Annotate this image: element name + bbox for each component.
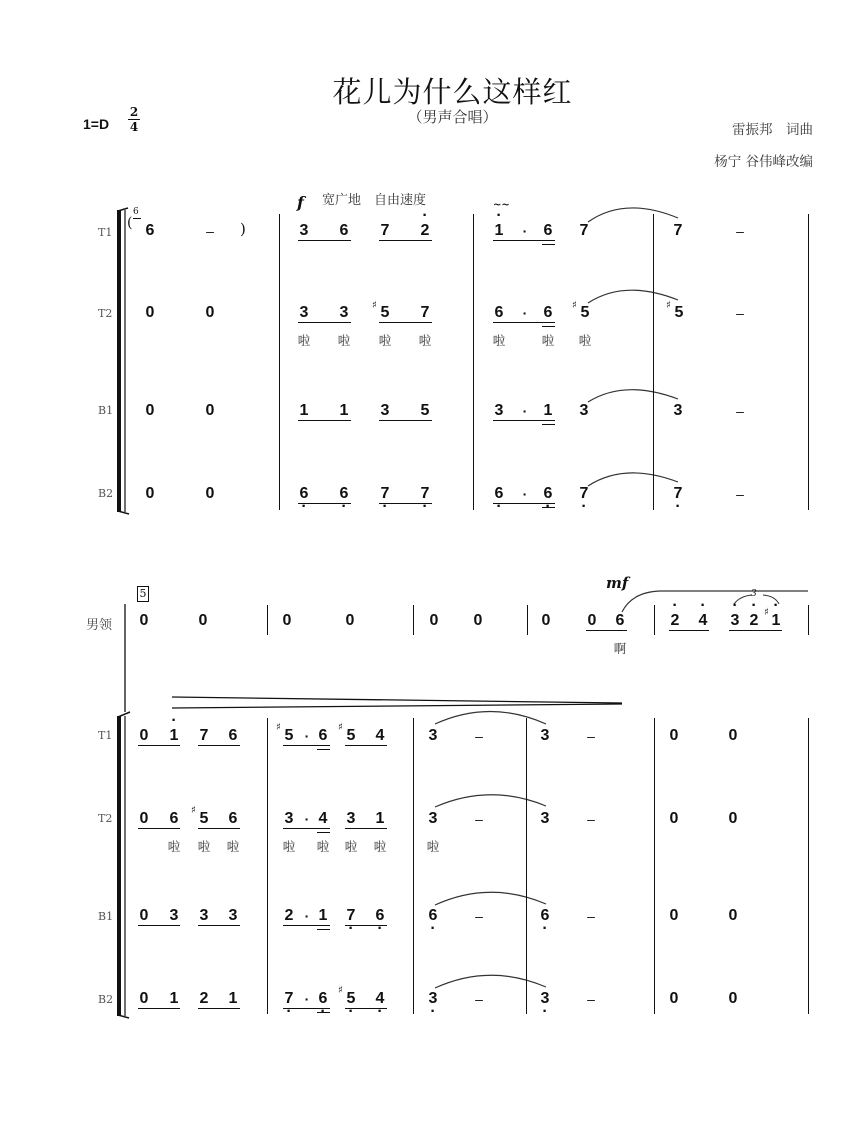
sharp-sign: ♯ [338,985,343,996]
note: 6 [169,810,179,827]
lyric: 啦 [541,333,555,348]
beam [298,322,351,323]
rest: 0 [669,810,679,827]
rest: 0 [198,612,208,629]
note: 3 [428,810,438,827]
tempo-expression: 宽广地 自由速度 [322,193,427,208]
note-high: · 2 [668,612,682,630]
decrescendo-hairpin [172,697,622,708]
beam [493,240,555,241]
note: 3 [540,810,550,827]
dash: – [206,223,214,239]
note: 3 [199,907,209,924]
beam [379,240,432,241]
system1-ties [588,208,678,486]
note-low: 7 · [282,990,296,1008]
note-low: 6 · [541,485,555,503]
note-low: 4 · [373,990,387,1008]
note: 5 [284,727,294,744]
dash: – [587,811,595,827]
dash: – [475,991,483,1007]
note: 5 [346,727,356,744]
beam [669,630,709,631]
beam [345,745,387,746]
note: 6 [543,304,553,321]
lyric: 啦 [337,333,351,348]
close-paren: ) [240,220,246,238]
part-label-b2: B2 [98,487,114,500]
lead-part-label: 男领 [86,618,113,633]
sharp-sign: ♯ [666,300,671,311]
note: 7 [579,222,589,239]
rest: 0 [728,810,738,827]
note: 7 [380,222,390,239]
rest: 0 [205,402,215,419]
rest: 0 [669,727,679,744]
lyric: 啦 [297,333,311,348]
part-label-b2: B2 [98,993,114,1006]
rest: 0 [139,907,149,924]
note: 6 [543,222,553,239]
note-high: · 1 [769,612,783,630]
note-low: 7 · [418,485,432,503]
lyric: 啦 [167,839,181,854]
dynamic-forte: f [297,193,304,212]
beam-2 [542,424,555,425]
barline [653,214,654,510]
beam [345,1008,387,1009]
beam [493,503,555,504]
rest: 0 [587,612,597,629]
beam-2 [542,326,555,327]
note: 3 [494,402,504,419]
barline [413,718,414,1014]
note-low: 6 · [316,990,330,1008]
note: 2 [284,907,294,924]
augmentation-dot: · [522,223,528,239]
note-low: 6 · [297,485,311,503]
beam [298,240,351,241]
rest: 0 [139,727,149,744]
grace-underline [133,218,141,219]
note: 3 [299,304,309,321]
rest: 0 [139,810,149,827]
lyric: 啦 [344,839,358,854]
note: 1 [543,402,553,419]
barline [654,605,655,635]
barline [808,605,809,635]
note-low: 6 · [373,907,387,925]
rest: 0 [282,612,292,629]
rest: 0 [728,907,738,924]
note: 4 [318,810,328,827]
system2-ties [435,712,546,989]
beam [379,503,432,504]
score-title: 花儿为什么这样红 [332,75,573,109]
note: 1 [169,990,179,1007]
sharp-sign: ♯ [572,300,577,311]
rest: 0 [728,990,738,1007]
beam [198,925,240,926]
rest: 0 [669,990,679,1007]
beam [198,1008,240,1009]
note-low: 7 · [344,907,358,925]
beam [586,630,627,631]
beam [283,925,330,926]
note: 7 [199,727,209,744]
note: 1 [375,810,385,827]
note-low: 5 · [344,990,358,1008]
dash: – [475,811,483,827]
rest: 0 [145,402,155,419]
barline [808,214,809,510]
rest: 0 [145,304,155,321]
rehearsal-mark: 5 [137,586,149,602]
augmentation-dot: · [522,403,528,419]
open-paren: ( [127,215,133,231]
augmentation-dot: · [304,991,310,1007]
part-label-b1: B1 [98,910,114,923]
note: 5 [580,304,590,321]
dash: – [736,305,744,321]
part-label-b1: B1 [98,404,114,417]
note: 6 [615,612,625,629]
grace-note: 6 [133,207,139,217]
augmentation-dot: · [304,811,310,827]
rest: 0 [429,612,439,629]
note: 7 [673,222,683,239]
note: 3 [299,222,309,239]
dash: – [736,486,744,502]
barline [473,214,474,510]
note: 3 [380,402,390,419]
note-high: · 2 [747,612,761,630]
note: 1 [228,990,238,1007]
lead-lyric: 啊 [613,641,627,656]
trill-mark: ~~ [493,200,510,211]
credit-arrangement: 杨宁 谷伟峰改编 [714,154,813,170]
note: 6 [145,222,155,239]
beam [345,925,387,926]
beam-2 [317,1012,330,1013]
beam [138,745,180,746]
part-label-t1: T1 [98,729,113,742]
note: 2 [199,990,209,1007]
rest: 0 [205,304,215,321]
score-subtitle: （男声合唱） [407,108,498,126]
lyric: 啦 [316,839,330,854]
lyric: 啦 [418,333,432,348]
note: 6 [228,810,238,827]
note: 3 [228,907,238,924]
note: 5 [380,304,390,321]
note: 1 [318,907,328,924]
rest: 0 [541,612,551,629]
beam [138,925,180,926]
note: 3 [346,810,356,827]
beam [283,828,330,829]
credit-lyrics-music: 雷振邦 词曲 [732,122,813,138]
note-high: · 1 [492,222,506,240]
beam [379,420,432,421]
time-numerator: 2 [129,105,139,119]
note-low: 6 · [337,485,351,503]
beam-2 [542,244,555,245]
key-signature: 1=D [83,116,110,132]
dash: – [587,908,595,924]
system2-bracket [118,712,130,1018]
beam-2 [317,832,330,833]
note-low: 3 · [426,990,440,1008]
beam-2 [542,507,555,508]
lyric: 啦 [197,839,211,854]
note-low: 6 · [492,485,506,503]
note: 7 [420,304,430,321]
dash: – [475,908,483,924]
beam [493,322,555,323]
rest: 0 [728,727,738,744]
barline [527,605,528,635]
barline [526,718,527,1014]
note-high: · 2 [418,222,432,240]
beam [283,1008,330,1009]
note: 1 [339,402,349,419]
note: 5 [420,402,430,419]
note: 6 [318,727,328,744]
rest: 0 [139,990,149,1007]
part-label-t2: T2 [98,812,113,825]
barline [267,605,268,635]
note: 6 [494,304,504,321]
beam [345,828,387,829]
lyric: 啦 [578,333,592,348]
beam [138,828,180,829]
lyric: 啦 [378,333,392,348]
note: 5 [674,304,684,321]
system1-bracket [118,208,129,514]
lyric: 啦 [226,839,240,854]
part-label-t2: T2 [98,307,113,320]
note: 6 [339,222,349,239]
note-high: · 3 [728,612,742,630]
note: 3 [284,810,294,827]
note: 1 [299,402,309,419]
sharp-sign: ♯ [764,607,769,618]
beam [298,420,351,421]
note-low: 7 · [378,485,392,503]
note: 6 [228,727,238,744]
lyric: 啦 [282,839,296,854]
augmentation-dot: · [522,305,528,321]
note: 3 [579,402,589,419]
time-signature [128,106,140,133]
note-low: 3 · [538,990,552,1008]
lyric: 啦 [373,839,387,854]
note-low: 6 · [426,907,440,925]
part-label-t1: T1 [98,226,113,239]
beam [729,630,782,631]
note-low: 7 · [671,485,685,503]
time-denominator: 4 [129,120,139,134]
note-high: · 4 [696,612,710,630]
note: 4 [375,727,385,744]
beam-2 [317,929,330,930]
beam [298,503,351,504]
beam [379,322,432,323]
note: 5 [199,810,209,827]
barline [808,718,809,1014]
rest: 0 [669,907,679,924]
barline [279,214,280,510]
note: 3 [428,727,438,744]
note-high: · 1 [167,727,181,745]
dash: – [587,991,595,1007]
dash: – [475,728,483,744]
sharp-sign: ♯ [276,722,281,733]
rest: 0 [205,485,215,502]
beam [493,420,555,421]
beam-2 [317,749,330,750]
rest: 0 [345,612,355,629]
lyric: 啦 [492,333,506,348]
rest: 0 [473,612,483,629]
barline [267,718,268,1014]
barline [413,605,414,635]
note-low: 6 · [538,907,552,925]
triplet-number: 3 [751,589,757,599]
dash: – [587,728,595,744]
note-low: 7 · [577,485,591,503]
lyric: 啦 [426,839,440,854]
note: 3 [169,907,179,924]
augmentation-dot: · [522,486,528,502]
dash: – [736,403,744,419]
beam [198,745,240,746]
augmentation-dot: · [304,908,310,924]
beam [138,1008,180,1009]
sharp-sign: ♯ [338,722,343,733]
beam [283,745,330,746]
note: 3 [540,727,550,744]
augmentation-dot: · [304,728,310,744]
barline [654,718,655,1014]
beam [198,828,240,829]
rest: 0 [145,485,155,502]
sharp-sign: ♯ [191,805,196,816]
dynamic-mezzo-forte: mf [606,574,629,592]
sharp-sign: ♯ [372,300,377,311]
note: 3 [673,402,683,419]
note: 3 [339,304,349,321]
rest: 0 [139,612,149,629]
dash: – [736,223,744,239]
